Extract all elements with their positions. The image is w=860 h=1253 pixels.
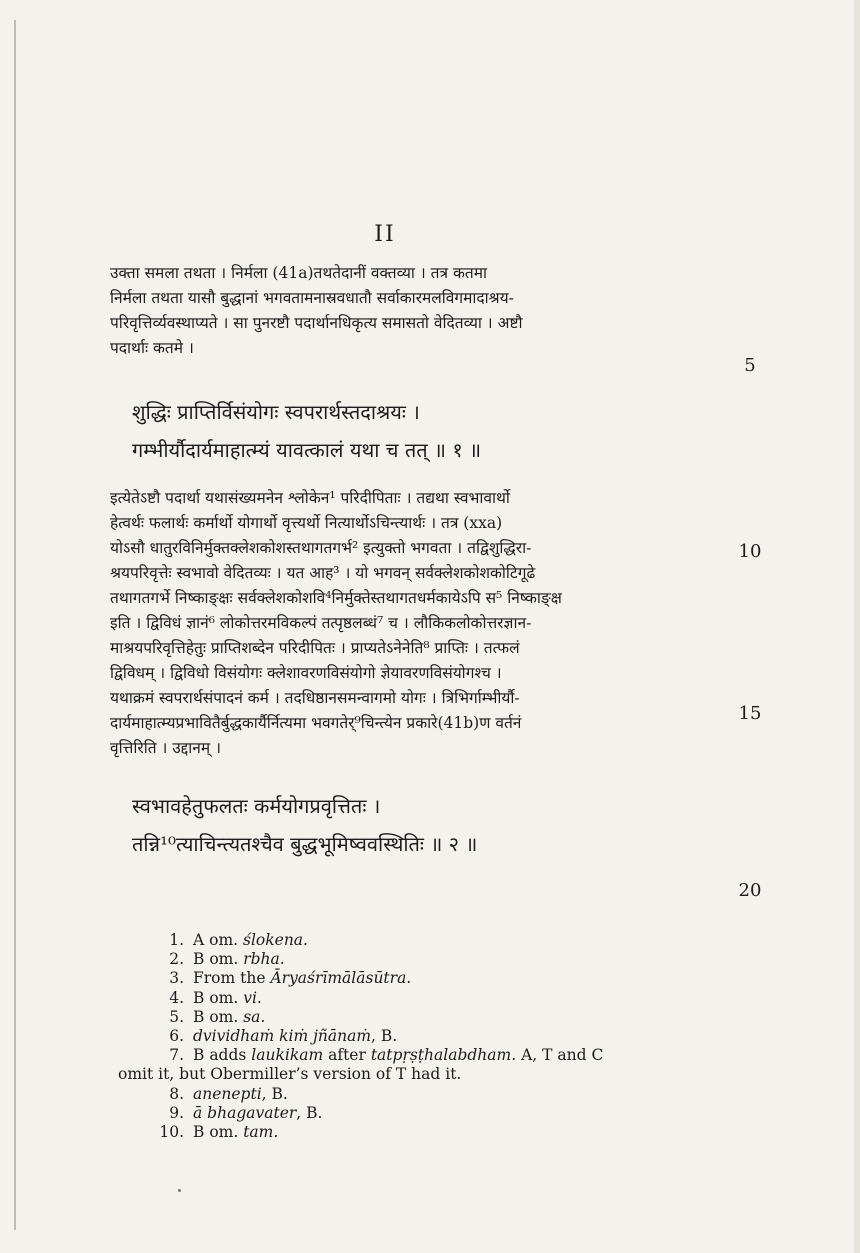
footnote-text-part: sa. bbox=[243, 1007, 266, 1026]
footnote-text-part: omit it, but Obermiller’s version of T had it. bbox=[118, 1065, 462, 1084]
footnote-text bbox=[193, 1085, 288, 1103]
footnote bbox=[140, 1123, 603, 1142]
footnote bbox=[140, 1046, 603, 1065]
text-line: इति । द्विविधं ज्ञानं⁶ लोकोत्तरमविकल्पं तत्पृष्ठलब्धं⁷ च । लौकिकलोकोत्तरज्ञान- bbox=[110, 614, 532, 632]
footnote bbox=[140, 989, 603, 1008]
footnote-text bbox=[193, 1027, 397, 1045]
footnote-number: 5. bbox=[169, 1007, 184, 1026]
footnote-text-part: From the bbox=[193, 969, 271, 988]
footnote-text-part: B om. bbox=[193, 988, 244, 1007]
footnote-number: 4. bbox=[169, 988, 184, 1007]
footnote-number: 3. bbox=[169, 969, 184, 988]
footnote-text bbox=[118, 1065, 461, 1083]
text-line: हेत्वर्थः फलार्थः कर्मार्थो योगार्थो वृत्त्यर्थो नित्यार्थोऽचिन्त्यार्थः । तत्र (xxa) bbox=[110, 514, 503, 532]
verse-line: तन्नि¹⁰त्याचिन्त्यतश्चैव बुद्धभूमिष्ववस्थितिः ॥ २ ॥ bbox=[132, 832, 478, 856]
text-line: यथाक्रमं स्वपरार्थसंपादनं कर्म । तदधिष्ठानसमन्वागमो योगः । त्रिभिर्गाम्भीर्यौ- bbox=[110, 689, 520, 707]
footnote-text-part: , B. bbox=[371, 1027, 398, 1046]
footnote-number: 10. bbox=[159, 1123, 184, 1142]
footnote-text-part: dvividhaṁ kiṁ jñānaṁ bbox=[193, 1027, 372, 1046]
footnote-text-part: B om. bbox=[193, 950, 244, 969]
text-line: द्विविधम् । द्विविधो विसंयोगः क्लेशावरणविसंयोगो ज्ञेयावरणविसंयोगश्च । bbox=[110, 664, 502, 682]
page-edge-shade bbox=[854, 0, 860, 1253]
verse-line: स्वभावहेतुफलतः कर्मयोगप्रवृत्तितः । bbox=[132, 794, 381, 818]
text-line: माश्रयपरिवृत्तिहेतुः प्राप्तिशब्देन परिदीपितः । प्राप्यतेऽनेनेति⁸ प्राप्तिः । तत्फलं bbox=[110, 639, 520, 657]
footnote bbox=[140, 1104, 603, 1123]
footnote-text-part: ā bhagavater bbox=[193, 1103, 297, 1122]
footnote-number: 8. bbox=[169, 1084, 184, 1103]
footnote bbox=[140, 931, 603, 950]
footnote-text bbox=[193, 989, 262, 1007]
footnote-text bbox=[193, 1104, 322, 1122]
footnote bbox=[140, 969, 603, 988]
footnote-number: 7. bbox=[169, 1046, 184, 1065]
line-number: 20 bbox=[738, 880, 762, 901]
footnote-text-part: tam. bbox=[243, 1123, 279, 1142]
text-line: परिवृत्तिर्व्यवस्थाप्यते । सा पुनरष्टौ पदार्थानधिकृत्य समासतो वेदितव्या । अष्टौ bbox=[110, 314, 523, 332]
footnote-text bbox=[193, 1008, 265, 1026]
footnote bbox=[140, 1008, 603, 1027]
footnote-text-part: after bbox=[323, 1046, 371, 1065]
footnote bbox=[140, 950, 603, 969]
text-line: उक्ता समला तथता । निर्मला (41a)तथतेदानीं वक्तव्या । तत्र कतमा bbox=[110, 264, 487, 282]
footnote-text bbox=[193, 969, 411, 987]
verse-line: गम्भीर्यौदार्यमाहात्म्यं यावत्कालं यथा च तत् ॥ १ ॥ bbox=[132, 438, 482, 462]
footnote-text-part: A om. bbox=[193, 931, 244, 949]
line-number: 15 bbox=[738, 703, 762, 724]
footnote-text-part: , B. bbox=[261, 1084, 288, 1103]
footnotes bbox=[118, 931, 604, 1142]
paper-speck bbox=[178, 1189, 181, 1192]
footnote-text-part: B om. bbox=[193, 1007, 244, 1026]
footnote bbox=[140, 1085, 603, 1104]
footnote-text-part: vi. bbox=[243, 988, 262, 1007]
footnote-text-part: A, T and C bbox=[516, 1046, 604, 1065]
footnote-number: 1. bbox=[169, 931, 184, 949]
footnote-text-part: ślokena. bbox=[243, 931, 308, 949]
text-line: श्रयपरिवृत्तेः स्वभावो वेदितव्यः । यत आह³ । यो भगवन् सर्वक्लेशकोशकोटिगूढे bbox=[110, 564, 536, 582]
footnote-text-part: Āryaśrīmālāsūtra. bbox=[270, 969, 412, 988]
text-line: इत्येतेऽष्टौ पदार्था यथासंख्यमनेन श्लोकेन¹ परिदीपिताः । तद्यथा स्वभावार्थो bbox=[110, 489, 510, 507]
footnote-text-part: tatpṛṣṭhalabdham. bbox=[370, 1046, 517, 1065]
text-line: पदार्थाः कतमे । bbox=[110, 339, 194, 357]
text-line: निर्मला तथता यासौ बुद्धानां भगवतामनास्रवधातौ सर्वाकारमलविगमादाश्रय- bbox=[110, 289, 514, 307]
line-number: 10 bbox=[738, 541, 762, 562]
line-number: 5 bbox=[744, 355, 756, 376]
footnote bbox=[118, 1065, 603, 1084]
text-line: तथागतगर्भे निष्काङ्क्षः सर्वक्लेशकोशवि⁴निर्मुक्तेस्तथागतधर्मकायेऽपि स⁵ निष्काङ्क्ष bbox=[110, 589, 562, 607]
footnote-number: 6. bbox=[169, 1027, 184, 1046]
footnote-text bbox=[193, 931, 308, 949]
footnote-text bbox=[193, 1046, 603, 1064]
footnote-text-part: anenepti bbox=[193, 1084, 262, 1103]
footnote-text-part: rbha. bbox=[243, 950, 285, 969]
footnote-text-part: , B. bbox=[296, 1103, 323, 1122]
footnote bbox=[140, 1027, 603, 1046]
text-line: योऽसौ धातुरविनिर्मुक्तक्लेशकोशस्तथागतगर्भ² इत्युक्तो भगवता । तद्विशुद्धिरा- bbox=[110, 539, 532, 557]
verse-line: शुद्धिः प्राप्तिर्विसंयोगः स्वपरार्थस्तदाश्रयः । bbox=[132, 400, 420, 424]
footnote-text bbox=[193, 1123, 278, 1141]
footnote-number: 9. bbox=[169, 1103, 184, 1122]
footnote-text-part: laukikam bbox=[251, 1046, 324, 1065]
text-line: दार्यमाहात्म्यप्रभावितैर्बुद्धकार्यैर्नित्यमा भवगतेर्⁹चिन्त्येन प्रकारे(41b)ण वर्तनं bbox=[110, 714, 522, 732]
footnote-text-part: B om. bbox=[193, 1123, 244, 1142]
footnote-number: 2. bbox=[169, 950, 184, 969]
text-line: वृत्तिरिति । उद्दानम् । bbox=[110, 739, 221, 757]
chapter-heading: II bbox=[374, 222, 396, 247]
footnote-text-part: B adds bbox=[193, 1046, 252, 1065]
page-binding-edge bbox=[14, 20, 16, 1230]
footnote-text bbox=[193, 950, 285, 968]
